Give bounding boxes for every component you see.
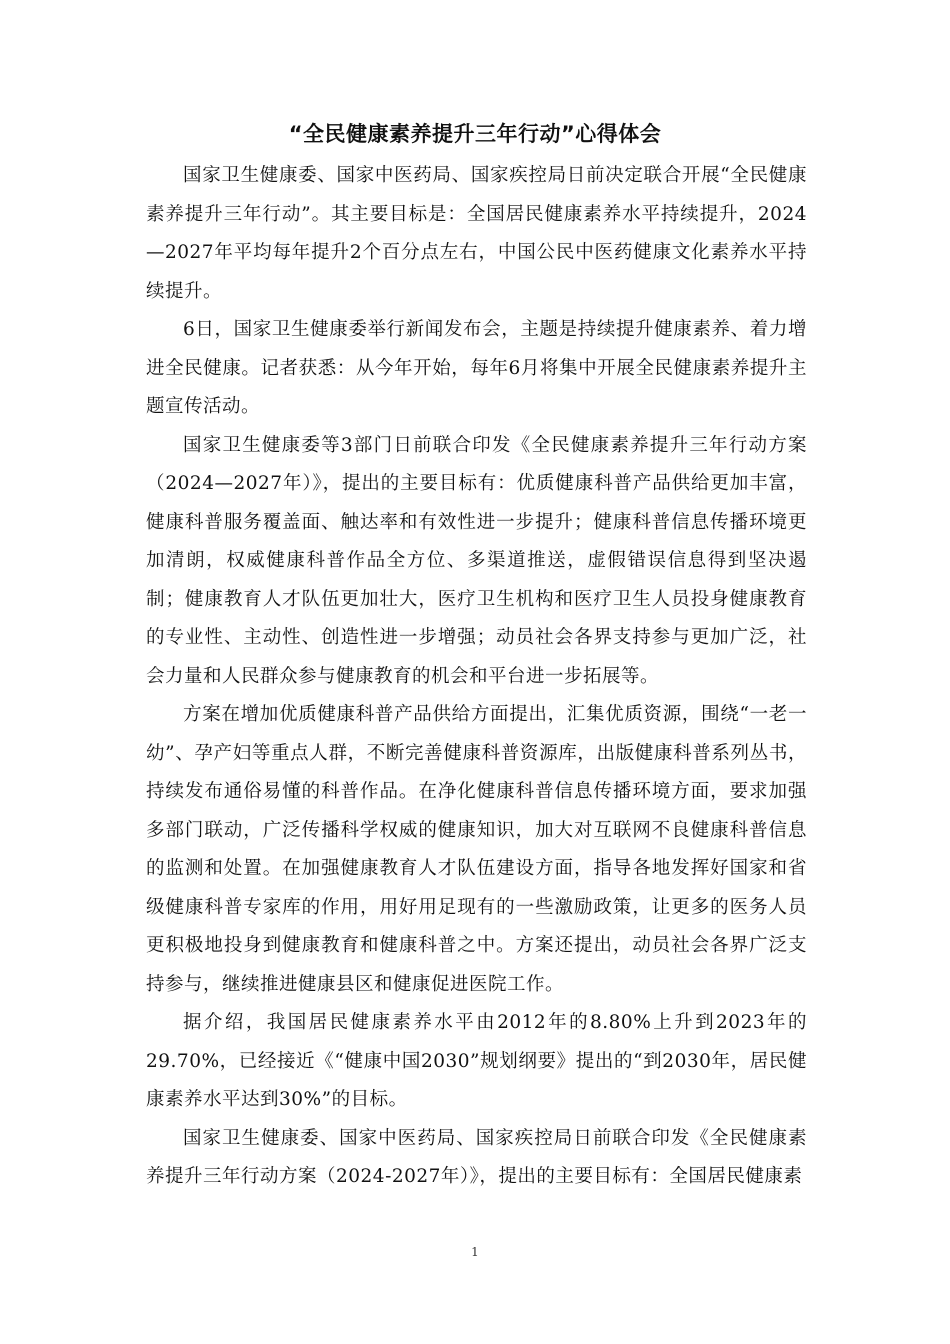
paragraph-6: 国家卫生健康委、国家中医药局、国家疾控局日前联合印发《全民健康素养提升三年行动方案（2024-2027年）》，提出的主要目标有：全国居民健康素 [146,1127,807,1187]
document-title: “全民健康素养提升三年行动”心得体会 [288,122,662,146]
page-number: 1 [471,1245,479,1259]
document-body [146,157,807,1197]
paragraph-4: 方案在增加优质健康科普产品供给方面提出，汇集优质资源，围绕“一老一幼”、孕产妇等重点人群，不断完善健康科普资源库，出版健康科普系列丛书，持续发布通俗易懂的科普作品。在净化健康科普信息传播环境方面，要求加强多部门联动，广泛传播科学权威的健康知识，加大对互联网不良健康科普信息的监测和处置。在加强健康教育人才队伍建设方面，指导各地发挥好国家和省级健康科普专家库的作用，用好用足现有的一些激励政策，让更多的医务人员更积极地投身到健康教育和健康科普之中。方案还提出，动员社会各界广泛支持参与，继续推进健康县区和健康促进医院工作。 [146,704,807,995]
paragraph-1: 国家卫生健康委、国家中医药局、国家疾控局日前决定联合开展“全民健康素养提升三年行动”。其主要目标是：全国居民健康素养水平持续提升，2024—2027年平均每年提升2个百分点左右，中国公民中医药健康文化素养水平持续提升。 [146,165,807,302]
paragraph-2: 6日，国家卫生健康委举行新闻发布会，主题是持续提升健康素养、着力增进全民健康。记者获悉：从今年开始，每年6月将集中开展全民健康素养提升主题宣传活动。 [146,319,807,417]
paragraph-5: 据介绍，我国居民健康素养水平由2012年的8.80%上升到2023年的29.70%，已经接近《“健康中国2030”规划纲要》提出的“到2030年，居民健康素养水平达到30%”的目标。 [146,1012,807,1110]
paragraph-3: 国家卫生健康委等3部门日前联合印发《全民健康素养提升三年行动方案（2024—2027年）》，提出的主要目标有：优质健康科普产品供给更加丰富，健康科普服务覆盖面、触达率和有效性进一步提升；健康科普信息传播环境更加清朗，权威健康科普作品全方位、多渠道推送，虚假错误信息得到坚决遏制；健康教育人才队伍更加壮大，医疗卫生机构和医疗卫生人员投身健康教育的专业性、主动性、创造性进一步增强；动员社会各界支持参与更加广泛，社会力量和人民群众参与健康教育的机会和平台进一步拓展等。 [146,434,807,687]
